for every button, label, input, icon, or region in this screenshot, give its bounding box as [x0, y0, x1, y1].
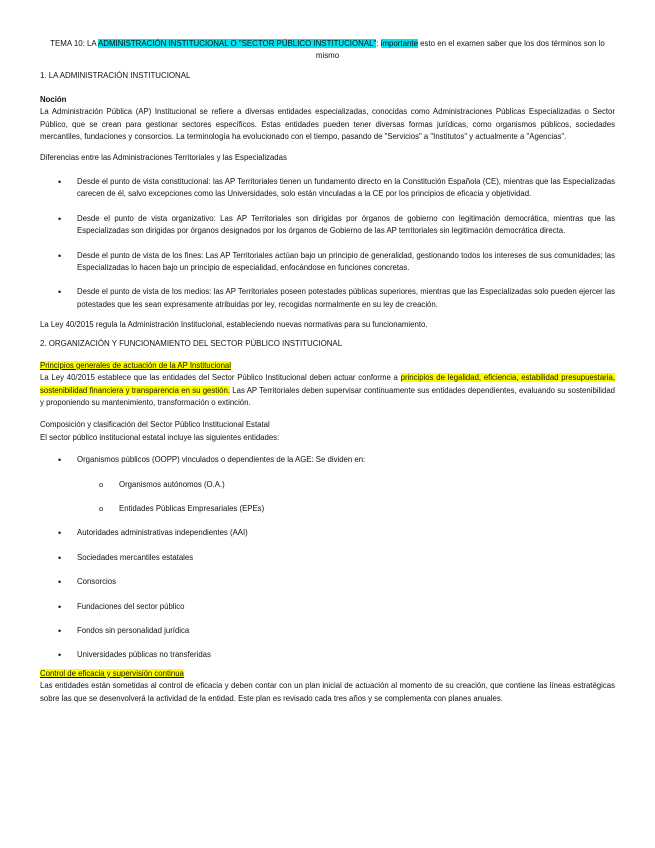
principios-paragraph: La Ley 40/2015 establece que las entidades del Sector Público Institucional deben actuar conforme a principios de legalidad, eficiencia, estabilidad presupuestaria, sostenibilidad financiera y transparencia en su gestión. Las AP Territoriales deben supervisar continuamente sus entidades dependientes, evaluando su sostenibilidad y proponiendo su mantenimiento, transformación o extinción.: [40, 373, 616, 407]
sub-list-item: o Organismos autónomos (O.A.): [40, 479, 615, 491]
composicion-intro: El sector público institucional estatal incluye las siguientes entidades:: [40, 432, 280, 442]
list-item: • Fondos sin personalidad jurídica: [40, 625, 615, 637]
document-title: TEMA 10: LA ADMINISTRACIÓN INSTITUCIONAL O "SECTOR PÚBLICO INSTITUCIONAL": importante esto en el examen saber que los dos términos son lo mismo: [50, 39, 605, 60]
nocion-paragraph: La Administración Pública (AP) Institucional se refiere a diversas entidades especializadas, conocidas como Administraciones Públicas Especializadas o Sector Público, que se crean para gestionar sectores específicos. Estas entidades pueden tener diversas formas jurídicas, como organismos públicos, sociedades mercantiles, fundaciones y consorcios. La terminología ha evolucionado con el tiempo, pasando de "Servicios" a "Institutos" y actualmente a "Agencias".: [40, 107, 615, 142]
principios-label: Principios generales de actuación de la AP Institucional: [40, 360, 232, 370]
principios-highlight: principios de legalidad, eficiencia, estabilidad presupuestaria, sostenibilidad financiera y transparencia en su gestión.: [40, 373, 616, 395]
title-highlight: ADMINISTRACIÓN INSTITUCIONAL O "SECTOR PÚBLICO INSTITUCIONAL": [97, 39, 377, 48]
list-item: • Desde el punto de vista organizativo: Las AP Territoriales son dirigidas por órganos de gobierno con legitimación democrática, mientras que las Especializadas son dirigidas por órganos designados por los órganos de Gobierno de las AP territoriales sin legitimación democrática directa.: [40, 213, 615, 238]
diferencias-list: [40, 176, 615, 311]
important-highlight: importante: [380, 39, 418, 48]
list-item: • Organismos públicos (OOPP) vinculados o dependientes de la AGE: Se dividen en:: [40, 454, 615, 466]
list-item: • Desde el punto de vista constitucional: las AP Territoriales tienen un fundamento directo en la Constitución Española (CE), mientras que las Especializadas carecen de él, salvo excepciones como las Universidades, solo están vinculadas a la CE por los principios de eficacia y objetividad.: [40, 176, 615, 201]
composicion-label: Composición y clasificación del Sector Público Institucional Estatal: [40, 420, 270, 430]
list-item: • Consorcios: [40, 576, 615, 588]
diferencias-label: Diferencias entre las Administraciones Territoriales y las Especializadas: [40, 152, 287, 162]
list-item: • Fundaciones del sector público: [40, 601, 615, 613]
list-item: • Sociedades mercantiles estatales: [40, 552, 615, 564]
control-label: Control de eficacia y supervisión continua: [40, 668, 184, 678]
sub-list-item: o Entidades Públicas Empresariales (EPEs): [40, 503, 615, 515]
list-item: • Desde el punto de vista de los fines: Las AP Territoriales actúan bajo un principio de generalidad, gestionando todos los intereses de sus comunidades; las Especializadas lo hacen bajo un principio de especialidad, enfocándose en funciones concretas.: [40, 250, 615, 275]
ley-paragraph: La Ley 40/2015 regula la Administración Institucional, estableciendo nuevas normativas para su funcionamiento.: [40, 320, 428, 330]
control-paragraph: Las entidades están sometidas al control de eficacia y deben contar con un plan inicial de actuación al momento de su creación, que contiene las líneas estratégicas sobre las que se desenvolverá la actividad de la entidad. Este plan es revisado cada tres años y se complementa con planes anuales.: [40, 681, 615, 703]
list-item: • Desde el punto de vista de los medios: las AP Territoriales poseen potestades públicas superiores, mientras que las Especializadas solo pueden ejercer las potestades que les sean expresamente atribuidas por ley, recogidas normalmente en su ley de creación.: [40, 286, 615, 311]
nocion-label: Noción: [40, 95, 67, 104]
list-item: • Autoridades administrativas independientes (AAI): [40, 527, 615, 539]
section1-heading: 1. LA ADMINISTRACIÓN INSTITUCIONAL: [40, 71, 191, 80]
list-item: • Universidades públicas no transferidas: [40, 649, 615, 661]
entities-list: [40, 454, 615, 662]
section2-heading: 2. ORGANIZACIÓN Y FUNCIONAMIENTO DEL SECTOR PÚBLICO INSTITUCIONAL: [40, 338, 343, 348]
